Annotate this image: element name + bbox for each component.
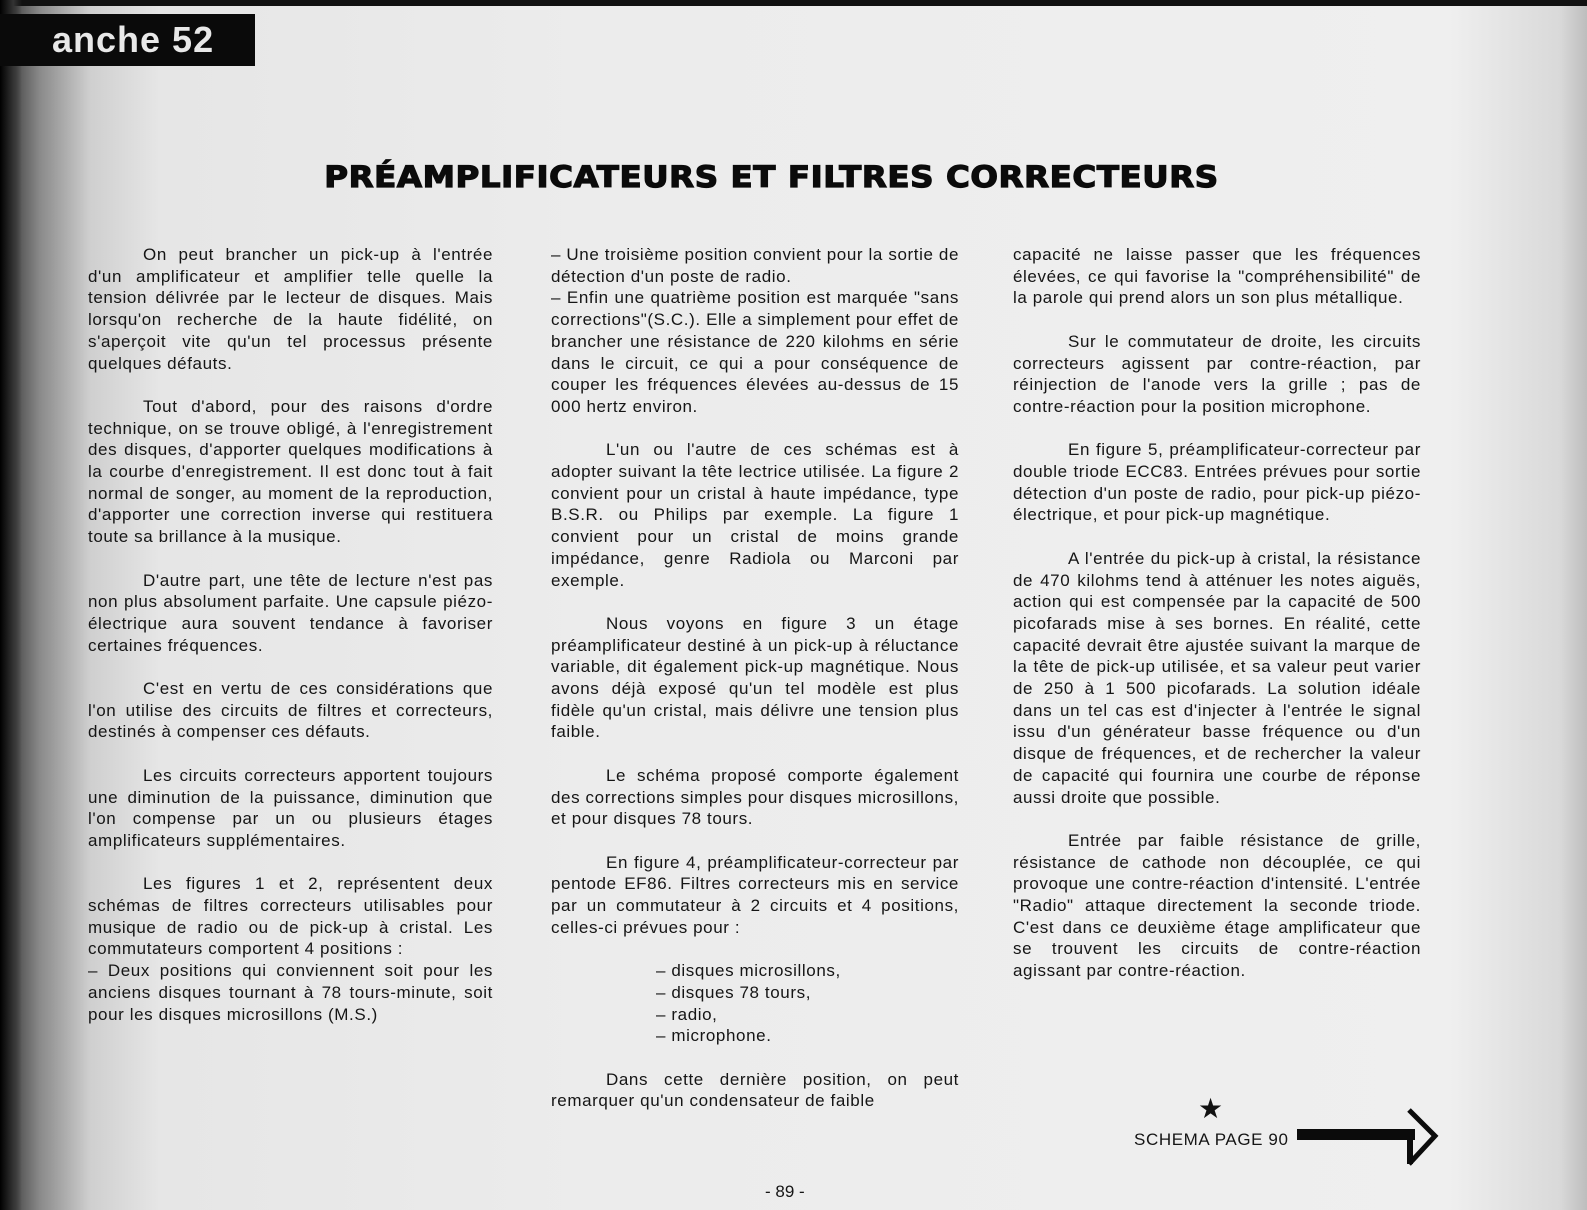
paragraph: – Enfin une quatrième position est marquée "sans corrections"(S.C.). Elle a simplement pour effet de brancher une résistance de 220 kilohms en série dans le circuit, ce qui a pour conséquence de couper les fréquences élevées au-dessus de 15 000 hertz environ. xyxy=(551,288,959,416)
list-item: – radio, xyxy=(656,1004,718,1024)
paragraph: Sur le commutateur de droite, les circuits correcteurs agissent par contre-réaction, par réinjection de l'anode vers la grille ; pas de contre-réaction pour la position microphone. xyxy=(1013,331,1421,416)
paragraph: Entrée par faible résistance de grille, résistance de cathode non découplée, ce qui provoque une contre-réaction d'intensité. L'entrée "Radio" attaque directement la seconde triode. C'est dans ce deuxième étage amplificateur que se trouvent les circuits de contre-réaction agissant par contre-réaction. xyxy=(1013,830,1421,981)
paragraph: Nous voyons en figure 3 un étage préamplificateur destiné à un pick-up à réluctance variable, dit également pick-up magnétique. Nous avons déjà exposé qu'un tel modèle est plus fidèle qu'un cristal, mais délivre une tension plus faible. xyxy=(551,613,959,742)
paragraph: Les figures 1 et 2, représentent deux schémas de filtres correcteurs utilisables pour musique de radio ou de pick-up à cristal. Les commutateurs comportent 4 positions : xyxy=(88,874,493,959)
paragraph: – Une troisième position convient pour la sortie de détection d'un poste de radio. xyxy=(551,245,959,286)
page-number: - 89 - xyxy=(765,1182,805,1201)
list-item: – disques 78 tours, xyxy=(656,982,812,1002)
paragraph: D'autre part, une tête de lecture n'est pas non plus absolument parfaite. Une capsule piézo-électrique aura souvent tendance à favoriser certaines fréquences. xyxy=(88,570,493,655)
schema-reference-row xyxy=(1134,1108,1442,1168)
schema-page-reference: SCHEMA PAGE 90 xyxy=(1134,1130,1289,1149)
planche-label: anche 52 xyxy=(0,14,255,66)
paragraph: En figure 5, préamplificateur-correcteur par double triode ECC83. Entrées prévues pour sortie détection d'un poste de radio, pour pick-up piézo-électrique, et pour pick-up magnétique. xyxy=(1013,440,1421,525)
paragraph: Tout d'abord, pour des raisons d'ordre technique, on se trouve obligé, à l'enregistrement des disques, d'apporter quelques modifications à la courbe d'enregistrement. Il est donc tout à fait normal de songer, au moment de la reproduction, d'apporter une correction inverse qui restituera toute sa brillance à la musique. xyxy=(88,396,493,547)
page-top-edge xyxy=(0,0,1587,6)
paragraph: Les circuits correcteurs apportent toujours une diminution de la puissance, diminution que l'on compense par un ou plusieurs étages amplificateurs supplémentaires. xyxy=(88,765,493,850)
list-item: – microphone. xyxy=(656,1026,772,1046)
paragraph: On peut brancher un pick-up à l'entrée d'un amplificateur et amplifier telle quelle la tension délivrée par le lecteur de disques. Mais lorsqu'on recherche de la haute fidélité, on s'aperçoit vite qu'un tel processus présente quelques défauts. xyxy=(88,245,493,373)
text-column-2 xyxy=(551,244,959,1134)
arrow-right-icon xyxy=(1297,1108,1442,1168)
paragraph: A l'entrée du pick-up à cristal, la résistance de 470 kilohms tend à atténuer les notes aiguës, action qui est compensée par la capacité de 500 picofarads mise à ses bornes. En réalité, cette capacité devrait être ajustée suivant la marque de la tête de pick-up utilisée, et sa valeur peut varier de 250 à 1 500 picofarads. La solution idéale dans un tel cas est d'injecter à l'entrée le signal issu d'un générateur basse fréquence ou d'un disque de fréquences, et de rechercher la valeur de capacité qui fournira une courbe de réponse aussi droite que possible. xyxy=(1013,548,1421,807)
page-binding-shadow xyxy=(0,0,22,1210)
bullet-list xyxy=(551,960,959,1047)
paragraph: capacité ne laisse passer que les fréquences élevées, ce qui favorise la "compréhensibilité" de la parole qui prend alors un son plus métallique. xyxy=(1013,245,1421,308)
list-item: – disques microsillons, xyxy=(656,961,841,981)
paragraph: En figure 4, préamplificateur-correcteur par pentode EF86. Filtres correcteurs mis en service par un commutateur à 2 circuits et 4 positions, celles-ci prévues pour : xyxy=(551,852,959,937)
text-column-3 xyxy=(1013,244,1421,1004)
paragraph: C'est en vertu de ces considérations que l'on utilise des circuits de filtres et correcteurs, destinés à compenser ces défauts. xyxy=(88,679,493,742)
star-icon: ★ xyxy=(1198,1093,1224,1124)
text-column-1 xyxy=(88,244,493,1047)
paragraph: – Deux positions qui conviennent soit pour les anciens disques tournant à 78 tours-minute, soit pour les disques microsillons (M.S.) xyxy=(88,961,493,1024)
paragraph: L'un ou l'autre de ces schémas est à adopter suivant la tête lectrice utilisée. La figure 2 convient pour un cristal à haute impédance, type B.S.R. ou Philips par exemple. La figure 1 convient pour un cristal de moins grande impédance, genre Radiola ou Marconi par exemple. xyxy=(551,440,959,590)
paragraph: Le schéma proposé comporte également des corrections simples pour disques microsillons, et pour disques 78 tours. xyxy=(551,765,959,829)
page-title: PRÉAMPLIFICATEURS ET FILTRES CORRECTEURS xyxy=(324,160,1219,194)
paragraph: Dans cette dernière position, on peut remarquer qu'un condensateur de faible xyxy=(551,1069,959,1111)
